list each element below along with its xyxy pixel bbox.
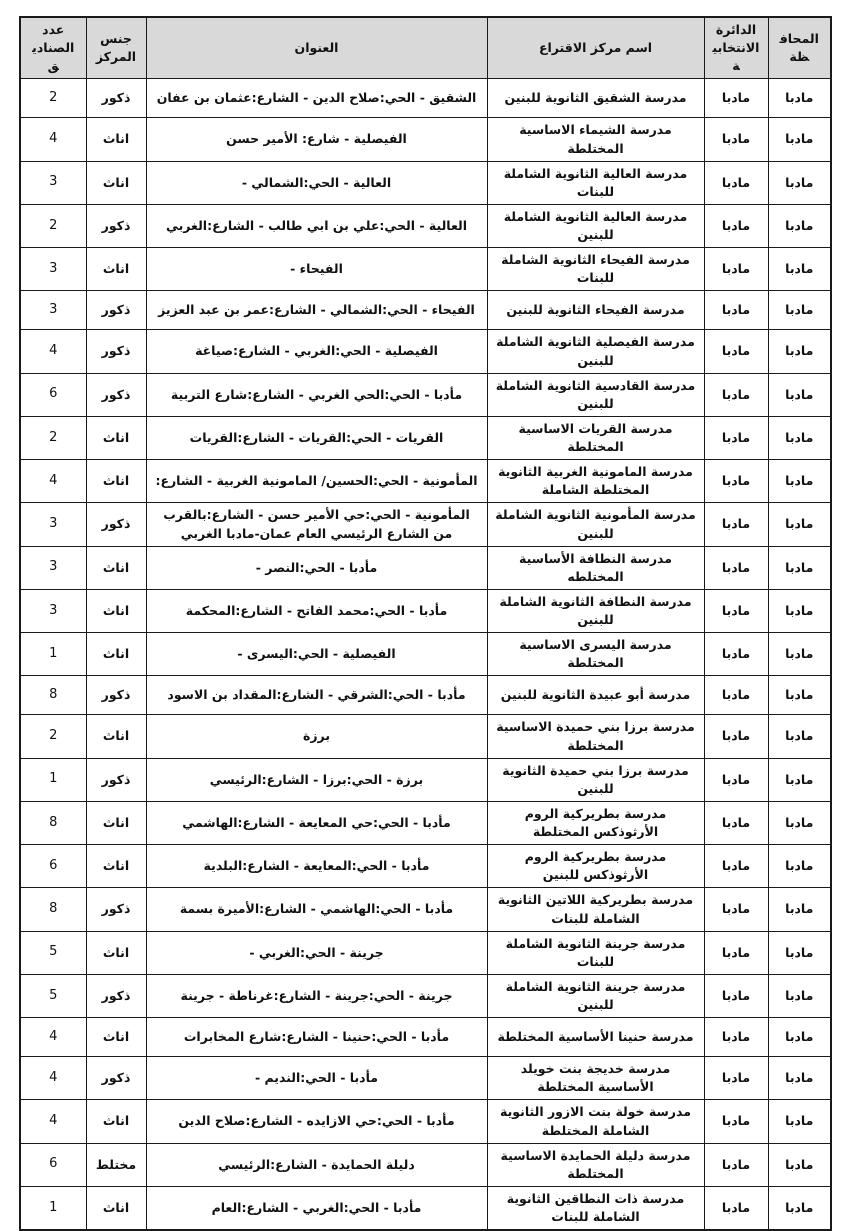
table-row: [20, 1186, 831, 1230]
cell-electoral-district: مادبا: [704, 589, 768, 632]
cell-governorate: مادبا: [768, 503, 831, 546]
cell-address: جرينة - الحي:الغربي -: [146, 931, 487, 974]
cell-governorate: مادبا: [768, 546, 831, 589]
cell-polling-center-name: مدرسة اليسرى الاساسية المختلطة: [487, 633, 704, 676]
cell-center-gender: ذكور: [86, 291, 146, 330]
cell-address: الفيحاء - الحي:الشمالي - الشارع:عمر بن عبد العزيز: [146, 291, 487, 330]
cell-address: مأدبا - الحي:محمد الفاتح - الشارع:المحكمة: [146, 589, 487, 632]
table-row: [20, 676, 831, 715]
cell-polling-center-name: مدرسة الفيحاء الثانوية الشاملة للبنات: [487, 248, 704, 291]
cell-polling-center-name: مدرسة المأمونية الثانوية الشاملة للبنين: [487, 503, 704, 546]
table-row: [20, 1143, 831, 1186]
cell-polling-center-name: مدرسة النطافة الثانوية الشاملة للبنين: [487, 589, 704, 632]
cell-address: برزة: [146, 715, 487, 758]
cell-governorate: مادبا: [768, 291, 831, 330]
cell-governorate: مادبا: [768, 1057, 831, 1100]
polling-centers-table: [19, 16, 832, 1231]
cell-electoral-district: مادبا: [704, 204, 768, 247]
cell-polling-center-name: مدرسة النطافة الأساسية المختلطه: [487, 546, 704, 589]
cell-polling-center-name: مدرسة أبو عبيدة الثانوية للبنين: [487, 676, 704, 715]
cell-ballot-boxes-count: 6: [20, 1143, 86, 1186]
table-row: [20, 1018, 831, 1057]
cell-governorate: مادبا: [768, 1186, 831, 1230]
cell-address: المأمونية - الحي:الحسين/ المامونية الغربية - الشارع:: [146, 460, 487, 503]
cell-center-gender: ذكور: [86, 330, 146, 373]
cell-electoral-district: مادبا: [704, 118, 768, 161]
cell-electoral-district: مادبا: [704, 503, 768, 546]
cell-address: دليلة الحمايدة - الشارع:الرئيسي: [146, 1143, 487, 1186]
table-body: [20, 79, 831, 1230]
cell-electoral-district: مادبا: [704, 715, 768, 758]
cell-ballot-boxes-count: 5: [20, 931, 86, 974]
cell-ballot-boxes-count: 3: [20, 248, 86, 291]
cell-ballot-boxes-count: 4: [20, 330, 86, 373]
cell-governorate: مادبا: [768, 248, 831, 291]
cell-ballot-boxes-count: 4: [20, 460, 86, 503]
cell-ballot-boxes-count: 3: [20, 589, 86, 632]
cell-center-gender: ذكور: [86, 888, 146, 931]
cell-electoral-district: مادبا: [704, 845, 768, 888]
cell-center-gender: اناث: [86, 633, 146, 676]
cell-center-gender: ذكور: [86, 974, 146, 1017]
table-row: [20, 503, 831, 546]
cell-electoral-district: مادبا: [704, 248, 768, 291]
header-row: [20, 17, 831, 79]
cell-polling-center-name: مدرسة بطريركية اللاتين الثانوية الشاملة للبنات: [487, 888, 704, 931]
table-row: [20, 204, 831, 247]
cell-center-gender: ذكور: [86, 503, 146, 546]
cell-governorate: مادبا: [768, 845, 831, 888]
cell-ballot-boxes-count: 2: [20, 715, 86, 758]
table-row: [20, 715, 831, 758]
table-row: [20, 118, 831, 161]
cell-address: مأدبا - الحي:النصر -: [146, 546, 487, 589]
cell-polling-center-name: مدرسة بطريركية الروم الأرثوذكس للبنين: [487, 845, 704, 888]
cell-polling-center-name: مدرسة دليلة الحمايدة الاساسية المختلطة: [487, 1143, 704, 1186]
cell-electoral-district: مادبا: [704, 974, 768, 1017]
cell-center-gender: اناث: [86, 1100, 146, 1143]
cell-ballot-boxes-count: 3: [20, 503, 86, 546]
cell-electoral-district: مادبا: [704, 416, 768, 459]
cell-electoral-district: مادبا: [704, 888, 768, 931]
cell-ballot-boxes-count: 3: [20, 291, 86, 330]
table-row: [20, 416, 831, 459]
cell-governorate: مادبا: [768, 204, 831, 247]
cell-electoral-district: مادبا: [704, 1186, 768, 1230]
cell-ballot-boxes-count: 6: [20, 373, 86, 416]
cell-ballot-boxes-count: 3: [20, 546, 86, 589]
col-header-polling-center-name: اسم مركز الاقتراع: [487, 17, 704, 79]
cell-polling-center-name: مدرسة ذات النطاقين الثانوية الشاملة للبنات: [487, 1186, 704, 1230]
cell-address: الفيصلية - شارع: الأمير حسن: [146, 118, 487, 161]
cell-center-gender: ذكور: [86, 204, 146, 247]
col-header-ballot-boxes-count: عدد الصناديق: [20, 17, 86, 79]
table-row: [20, 974, 831, 1017]
col-header-center-gender: جنس المركز: [86, 17, 146, 79]
cell-electoral-district: مادبا: [704, 1143, 768, 1186]
cell-center-gender: ذكور: [86, 1057, 146, 1100]
cell-polling-center-name: مدرسة الفيصلية الثانوية الشاملة للبنين: [487, 330, 704, 373]
cell-address: المأمونية - الحي:حي الأمير حسن - الشارع:بالقرب من الشارع الرئيسي العام عمان-مادبا الغربي: [146, 503, 487, 546]
table-row: [20, 633, 831, 676]
cell-ballot-boxes-count: 5: [20, 974, 86, 1017]
cell-address: العالية - الحي:علي بن ابي طالب - الشارع:الغربي: [146, 204, 487, 247]
cell-center-gender: اناث: [86, 1018, 146, 1057]
cell-governorate: مادبا: [768, 118, 831, 161]
cell-ballot-boxes-count: 3: [20, 161, 86, 204]
table-row: [20, 460, 831, 503]
cell-electoral-district: مادبا: [704, 161, 768, 204]
table-row: [20, 291, 831, 330]
cell-governorate: مادبا: [768, 1143, 831, 1186]
table-row: [20, 758, 831, 801]
table-row: [20, 888, 831, 931]
cell-center-gender: اناث: [86, 161, 146, 204]
cell-ballot-boxes-count: 6: [20, 845, 86, 888]
cell-polling-center-name: مدرسة برزا بني حميدة الاساسية المختلطة: [487, 715, 704, 758]
cell-electoral-district: مادبا: [704, 758, 768, 801]
cell-center-gender: ذكور: [86, 373, 146, 416]
cell-electoral-district: مادبا: [704, 801, 768, 844]
cell-governorate: مادبا: [768, 974, 831, 1017]
table-row: [20, 1100, 831, 1143]
cell-polling-center-name: مدرسة الفيحاء الثانوية للبنين: [487, 291, 704, 330]
cell-governorate: مادبا: [768, 801, 831, 844]
cell-center-gender: ذكور: [86, 676, 146, 715]
cell-address: القريات - الحي:القريات - الشارع:القريات: [146, 416, 487, 459]
table-row: [20, 79, 831, 118]
cell-governorate: مادبا: [768, 373, 831, 416]
cell-address: برزة - الحي:برزا - الشارع:الرئيسي: [146, 758, 487, 801]
cell-address: مأدبا - الحي:حنينا - الشارع:شارع المخابرات: [146, 1018, 487, 1057]
cell-address: الفيصلية - الحي:اليسرى -: [146, 633, 487, 676]
cell-address: مأدبا - الحي:حي الازايده - الشارع:صلاح الدين: [146, 1100, 487, 1143]
cell-governorate: مادبا: [768, 589, 831, 632]
cell-governorate: مادبا: [768, 758, 831, 801]
cell-polling-center-name: مدرسة خديجة بنت خويلد الأساسية المختلطة: [487, 1057, 704, 1100]
cell-center-gender: اناث: [86, 845, 146, 888]
table-row: [20, 1057, 831, 1100]
cell-address: الفيحاء -: [146, 248, 487, 291]
cell-address: مأدبا - الحي:الحي الغربي - الشارع:شارع التربية: [146, 373, 487, 416]
cell-ballot-boxes-count: 8: [20, 888, 86, 931]
cell-polling-center-name: مدرسة الشيماء الاساسية المختلطة: [487, 118, 704, 161]
cell-polling-center-name: مدرسة بطريركية الروم الأرثوذكس المختلطة: [487, 801, 704, 844]
cell-address: مأدبا - الحي:الشرقي - الشارع:المقداد بن الاسود: [146, 676, 487, 715]
cell-polling-center-name: مدرسة حنينا الأساسية المختلطة: [487, 1018, 704, 1057]
cell-electoral-district: مادبا: [704, 931, 768, 974]
table-row: [20, 801, 831, 844]
cell-electoral-district: مادبا: [704, 373, 768, 416]
cell-polling-center-name: مدرسة جرينة الثانوية الشاملة للبنات: [487, 931, 704, 974]
cell-center-gender: اناث: [86, 248, 146, 291]
table-row: [20, 931, 831, 974]
table-row: [20, 161, 831, 204]
table-row: [20, 330, 831, 373]
cell-polling-center-name: مدرسة القريات الاساسية المختلطة: [487, 416, 704, 459]
cell-governorate: مادبا: [768, 715, 831, 758]
cell-center-gender: مختلط: [86, 1143, 146, 1186]
cell-governorate: مادبا: [768, 931, 831, 974]
col-header-governorate: المحافظة: [768, 17, 831, 79]
cell-center-gender: اناث: [86, 801, 146, 844]
cell-ballot-boxes-count: 8: [20, 801, 86, 844]
cell-ballot-boxes-count: 4: [20, 1057, 86, 1100]
cell-ballot-boxes-count: 4: [20, 1100, 86, 1143]
cell-address: العالية - الحي:الشمالي -: [146, 161, 487, 204]
cell-polling-center-name: مدرسة خولة بنت الازور الثانوية الشاملة المختلطة: [487, 1100, 704, 1143]
cell-center-gender: اناث: [86, 931, 146, 974]
cell-center-gender: اناث: [86, 589, 146, 632]
cell-address: مأدبا - الحي:الهاشمي - الشارع:الأميرة بسمة: [146, 888, 487, 931]
cell-polling-center-name: مدرسة جرينة الثانوية الشاملة للبنين: [487, 974, 704, 1017]
cell-address: مأدبا - الحي:النديم -: [146, 1057, 487, 1100]
cell-center-gender: اناث: [86, 118, 146, 161]
cell-polling-center-name: مدرسة العالية الثانوية الشاملة للبنات: [487, 161, 704, 204]
cell-ballot-boxes-count: 2: [20, 416, 86, 459]
cell-address: جرينة - الحي:جرينة - الشارع:غرناطة - جرينة: [146, 974, 487, 1017]
cell-governorate: مادبا: [768, 416, 831, 459]
cell-electoral-district: مادبا: [704, 676, 768, 715]
cell-polling-center-name: مدرسة العالية الثانوية الشاملة للبنين: [487, 204, 704, 247]
cell-electoral-district: مادبا: [704, 291, 768, 330]
cell-address: الفيصلية - الحي:الغربي - الشارع:صياغة: [146, 330, 487, 373]
cell-governorate: مادبا: [768, 161, 831, 204]
cell-ballot-boxes-count: 4: [20, 118, 86, 161]
cell-governorate: مادبا: [768, 1018, 831, 1057]
cell-ballot-boxes-count: 8: [20, 676, 86, 715]
cell-ballot-boxes-count: 1: [20, 633, 86, 676]
cell-ballot-boxes-count: 1: [20, 1186, 86, 1230]
cell-electoral-district: مادبا: [704, 330, 768, 373]
cell-center-gender: اناث: [86, 715, 146, 758]
col-header-address: العنوان: [146, 17, 487, 79]
cell-governorate: مادبا: [768, 633, 831, 676]
cell-polling-center-name: مدرسة القادسية الثانوية الشاملة للبنين: [487, 373, 704, 416]
cell-center-gender: ذكور: [86, 758, 146, 801]
cell-electoral-district: مادبا: [704, 460, 768, 503]
cell-polling-center-name: مدرسة برزا بني حميدة الثانوية للبنين: [487, 758, 704, 801]
cell-electoral-district: مادبا: [704, 1057, 768, 1100]
cell-electoral-district: مادبا: [704, 633, 768, 676]
cell-polling-center-name: مدرسة الشقيق الثانوية للبنين: [487, 79, 704, 118]
table-row: [20, 845, 831, 888]
cell-center-gender: اناث: [86, 546, 146, 589]
col-header-electoral-district: الدائرة الانتخابية: [704, 17, 768, 79]
cell-ballot-boxes-count: 1: [20, 758, 86, 801]
cell-address: مأدبا - الحي:الغربي - الشارع:العام: [146, 1186, 487, 1230]
cell-ballot-boxes-count: 4: [20, 1018, 86, 1057]
cell-ballot-boxes-count: 2: [20, 79, 86, 118]
cell-governorate: مادبا: [768, 330, 831, 373]
table-row: [20, 373, 831, 416]
cell-governorate: مادبا: [768, 460, 831, 503]
cell-electoral-district: مادبا: [704, 546, 768, 589]
cell-ballot-boxes-count: 2: [20, 204, 86, 247]
cell-center-gender: اناث: [86, 1186, 146, 1230]
cell-electoral-district: مادبا: [704, 79, 768, 118]
table-row: [20, 248, 831, 291]
cell-address: مأدبا - الحي:حي المعايعة - الشارع:الهاشمي: [146, 801, 487, 844]
table-row: [20, 589, 831, 632]
cell-governorate: مادبا: [768, 79, 831, 118]
cell-address: مأدبا - الحي:المعايعة - الشارع:البلدية: [146, 845, 487, 888]
cell-electoral-district: مادبا: [704, 1100, 768, 1143]
cell-polling-center-name: مدرسة المامونية الغربية الثانوية المختلطة الشاملة: [487, 460, 704, 503]
cell-electoral-district: مادبا: [704, 1018, 768, 1057]
cell-center-gender: اناث: [86, 416, 146, 459]
cell-governorate: مادبا: [768, 1100, 831, 1143]
cell-governorate: مادبا: [768, 676, 831, 715]
cell-center-gender: ذكور: [86, 79, 146, 118]
table-row: [20, 546, 831, 589]
cell-address: الشقيق - الحي:صلاح الدين - الشارع:عثمان بن عفان: [146, 79, 487, 118]
cell-governorate: مادبا: [768, 888, 831, 931]
cell-center-gender: اناث: [86, 460, 146, 503]
